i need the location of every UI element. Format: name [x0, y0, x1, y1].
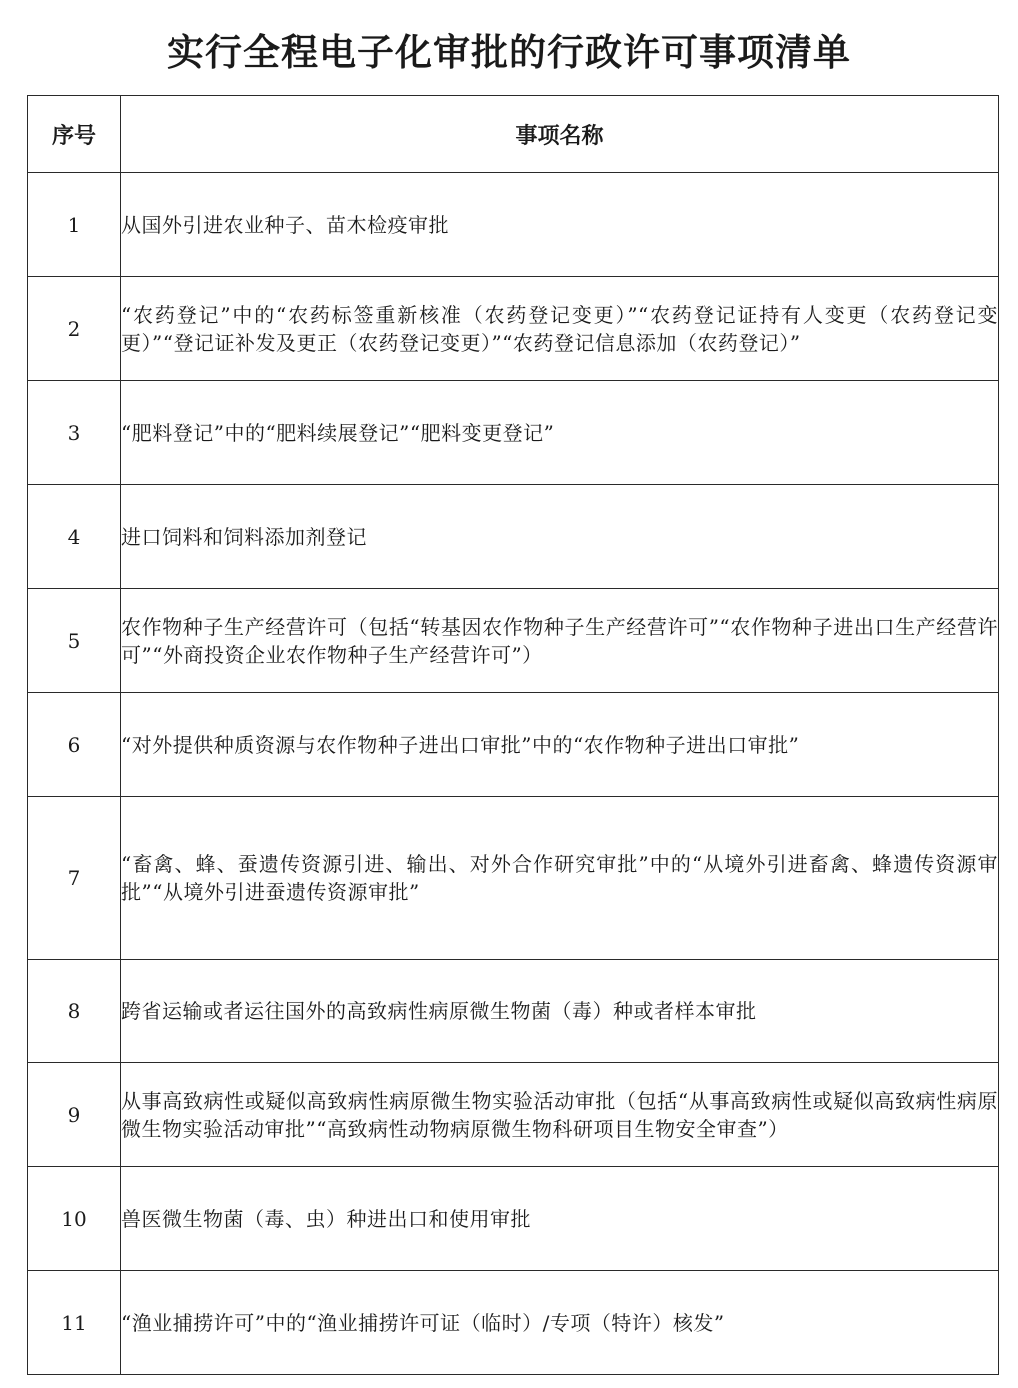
table-row: [28, 1063, 999, 1167]
row-number: 1: [28, 173, 121, 277]
row-item-name: “畜禽、蜂、蚕遗传资源引进、输出、对外合作研究审批”中的“从境外引进畜禽、蜂遗传资源审批”“从境外引进蚕遗传资源审批”: [121, 797, 999, 960]
table-row: [28, 485, 999, 589]
row-number: 5: [28, 589, 121, 693]
header-number: 序号: [28, 96, 121, 173]
table-row: [28, 589, 999, 693]
table-row: [28, 797, 999, 960]
table-row: [28, 1271, 999, 1375]
row-item-name: “肥料登记”中的“肥料续展登记”“肥料变更登记”: [121, 381, 999, 485]
row-item-name: 从国外引进农业种子、苗木检疫审批: [121, 173, 999, 277]
row-item-name: “渔业捕捞许可”中的“渔业捕捞许可证（临时）/专项（特许）核发”: [121, 1271, 999, 1375]
row-number: 3: [28, 381, 121, 485]
table-header-row: [28, 96, 999, 173]
table-row: [28, 381, 999, 485]
row-number: 8: [28, 960, 121, 1063]
table-row: [28, 277, 999, 381]
row-number: 6: [28, 693, 121, 797]
row-number: 7: [28, 797, 121, 960]
row-item-name: 从事高致病性或疑似高致病性病原微生物实验活动审批（包括“从事高致病性或疑似高致病性病原微生物实验活动审批”“高致病性动物病原微生物科研项目生物安全审查”）: [121, 1063, 999, 1167]
row-item-name: 进口饲料和饲料添加剂登记: [121, 485, 999, 589]
row-number: 11: [28, 1271, 121, 1375]
row-item-name: “对外提供种质资源与农作物种子进出口审批”中的“农作物种子进出口审批”: [121, 693, 999, 797]
row-number: 10: [28, 1167, 121, 1271]
table-row: [28, 693, 999, 797]
table-row: [28, 960, 999, 1063]
header-item-name: 事项名称: [121, 96, 999, 173]
row-number: 9: [28, 1063, 121, 1167]
row-item-name: 兽医微生物菌（毒、虫）种进出口和使用审批: [121, 1167, 999, 1271]
table-row: [28, 173, 999, 277]
row-item-name: 农作物种子生产经营许可（包括“转基因农作物种子生产经营许可”“农作物种子进出口生产经营许可”“外商投资企业农作物种子生产经营许可”）: [121, 589, 999, 693]
permit-table: [27, 95, 999, 1375]
page-title: 实行全程电子化审批的行政许可事项清单: [167, 31, 851, 74]
row-number: 4: [28, 485, 121, 589]
row-item-name: “农药登记”中的“农药标签重新核准（农药登记变更）”“农药登记证持有人变更（农药登记变更）”“登记证补发及更正（农药登记变更）”“农药登记信息添加（农药登记）”: [121, 277, 999, 381]
row-item-name: 跨省运输或者运往国外的高致病性病原微生物菌（毒）种或者样本审批: [121, 960, 999, 1063]
table-row: [28, 1167, 999, 1271]
row-number: 2: [28, 277, 121, 381]
